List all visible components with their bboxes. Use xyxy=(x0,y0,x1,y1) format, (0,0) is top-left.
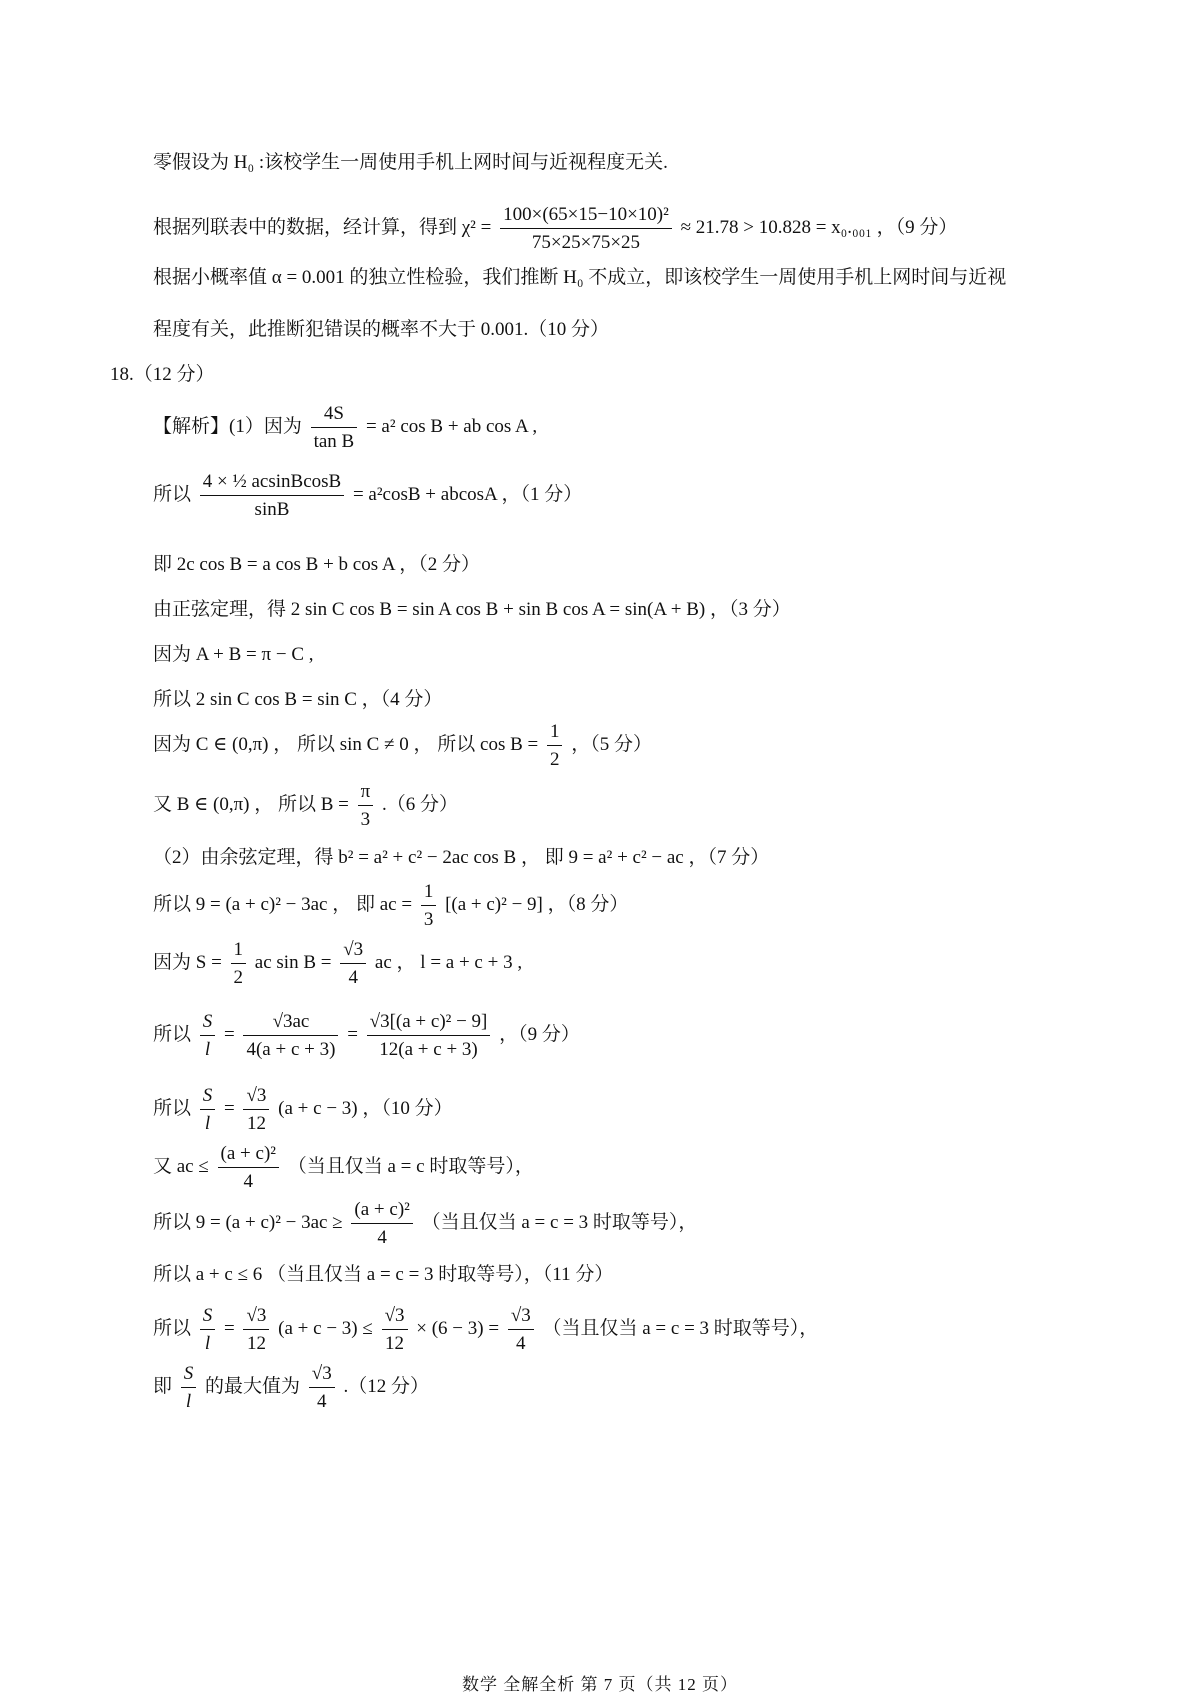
numerator: √3 xyxy=(382,1306,408,1330)
fraction xyxy=(200,472,344,519)
line-text: 又 ac ≤ xyxy=(153,1155,209,1177)
denominator: 3 xyxy=(360,809,371,830)
solution-line xyxy=(153,882,628,929)
line-text: × (6 − 3) = xyxy=(416,1317,500,1339)
line-text: 零假设为 H₀ :该校学生一周使用手机上网时间与近视程度无关. xyxy=(153,152,668,173)
denominator: 4 xyxy=(516,1333,526,1354)
line-text: 所以 9 = (a + c)² − 3ac ， 即 ac = xyxy=(153,893,413,915)
denominator: l xyxy=(204,1333,211,1354)
line-text: 即 2c cos B = a cos B + b cos A ，（2 分） xyxy=(153,554,480,575)
denominator: 4 xyxy=(348,967,358,988)
line-text: （当且仅当 a = c = 3 时取等号）， xyxy=(542,1317,819,1339)
numerator: √3 xyxy=(243,1306,269,1330)
fraction xyxy=(358,782,374,829)
numerator: √3ac xyxy=(243,1012,338,1036)
line-text: 的最大值为 xyxy=(205,1375,301,1397)
numerator: √3 xyxy=(340,940,366,964)
line-text: 又 B ∈ (0,π) ， 所以 B = xyxy=(153,793,349,815)
line-text: 所以 2 sin C cos B = sin C ，（4 分） xyxy=(153,689,443,710)
denominator: 12 xyxy=(246,1113,266,1134)
line-text: = xyxy=(224,1317,235,1339)
solution-line xyxy=(153,555,480,574)
solution-line xyxy=(153,722,652,769)
numerator: 100×(65×15−10×10)² xyxy=(500,205,672,229)
solution-line xyxy=(153,600,791,619)
solution-line xyxy=(153,1364,429,1411)
numerator: S xyxy=(181,1364,197,1388)
line-text: 根据小概率值 α = 0.001 的独立性检验，我们推断 H₀ 不成立，即该校学生一周使用手机上网时间与近视 xyxy=(153,267,1007,288)
numerator: π xyxy=(358,782,374,806)
fraction xyxy=(181,1364,197,1411)
denominator: 2 xyxy=(549,749,560,770)
fraction xyxy=(200,1306,216,1353)
solution-line xyxy=(153,940,522,987)
fraction xyxy=(218,1144,279,1191)
fraction xyxy=(382,1306,408,1353)
fraction xyxy=(243,1086,269,1133)
chi-square-fraction xyxy=(500,205,672,252)
denominator: 4 xyxy=(377,1227,387,1248)
line-text: ac sin B = xyxy=(254,951,332,973)
solution-line xyxy=(153,1265,613,1284)
line-text: （当且仅当 a = c = 3 时取等号）， xyxy=(421,1211,698,1233)
chi-square-line xyxy=(153,205,957,252)
denominator: 4(a + c + 3) xyxy=(246,1039,336,1060)
line-text: .（12 分） xyxy=(343,1375,429,1397)
denominator: l xyxy=(204,1039,211,1060)
denominator: 3 xyxy=(423,909,434,930)
line-text: 所以 9 = (a + c)² − 3ac ≥ xyxy=(153,1211,343,1233)
fraction xyxy=(351,1200,412,1247)
line-text: = xyxy=(347,1023,358,1045)
numerator: S xyxy=(200,1306,216,1330)
numerator: 1 xyxy=(421,882,437,906)
line-text: ，（9 分） xyxy=(499,1023,580,1045)
line-text: (a + c − 3) ≤ xyxy=(278,1317,373,1339)
numerator: 4S xyxy=(311,404,358,428)
numerator: √3 xyxy=(309,1364,335,1388)
line-text: ≈ 21.78 > 10.828 = x₀.₀₀₁ ，（9 分） xyxy=(680,216,958,238)
text-line xyxy=(153,153,668,172)
numerator: (a + c)² xyxy=(351,1200,412,1224)
line-text: 因为 C ∈ (0,π) ， 所以 sin C ≠ 0 ， 所以 cos B = xyxy=(153,733,539,755)
denominator: tan B xyxy=(313,431,355,452)
text-line xyxy=(153,268,1006,287)
numerator: 4 × ½ acsinBcosB xyxy=(200,472,344,496)
numerator: S xyxy=(200,1086,216,1110)
denominator: 12 xyxy=(246,1333,266,1354)
solution-line xyxy=(153,1306,818,1353)
fraction xyxy=(311,404,358,451)
solution-line xyxy=(153,848,769,867)
fraction xyxy=(231,940,247,987)
line-text: 根据列联表中的数据，经计算，得到 χ² = xyxy=(153,216,492,238)
fraction xyxy=(309,1364,335,1411)
denominator: 4 xyxy=(243,1171,254,1192)
line-text: = a² cos B + ab cos A , xyxy=(365,415,538,437)
line-text: 由正弦定理，得 2 sin C cos B = sin A cos B + sin B cos A = sin(A + B) ，（3 分） xyxy=(153,599,791,620)
line-text: 因为 A + B = π − C , xyxy=(153,644,314,665)
text-line xyxy=(153,320,609,339)
denominator: l xyxy=(185,1391,192,1412)
line-text: 所以 xyxy=(153,1023,192,1045)
line-text: （2）由余弦定理，得 b² = a² + c² − 2ac cos B ， 即 9 = a² + c² − ac ，（7 分） xyxy=(153,847,770,868)
numerator: √3 xyxy=(508,1306,534,1330)
solution-line xyxy=(153,1012,580,1059)
denominator: 12 xyxy=(385,1333,405,1354)
denominator: 75×25×75×25 xyxy=(531,232,641,253)
solution-line xyxy=(153,404,537,451)
line-text: (a + c − 3) ，（10 分） xyxy=(278,1097,453,1119)
line-text: 所以 a + c ≤ 6 （当且仅当 a = c = 3 时取等号），（11 分） xyxy=(153,1264,614,1285)
line-text: 所以 xyxy=(153,483,192,505)
numerator: (a + c)² xyxy=(218,1144,279,1168)
line-text: ac ， l = a + c + 3 , xyxy=(374,951,523,973)
heading-text: 18.（12 分） xyxy=(110,364,215,385)
solution-line xyxy=(153,645,314,664)
numerator: 1 xyxy=(547,722,563,746)
solution-line xyxy=(153,782,458,829)
solution-line xyxy=(153,472,582,519)
line-text: = xyxy=(224,1097,235,1119)
line-text: 所以 xyxy=(153,1097,192,1119)
fraction xyxy=(367,1012,491,1059)
denominator: 4 xyxy=(317,1391,327,1412)
denominator: 12(a + c + 3) xyxy=(379,1039,478,1060)
numerator: √3 xyxy=(243,1086,269,1110)
line-text: （当且仅当 a = c 时取等号）， xyxy=(287,1155,534,1177)
page-footer: 数学 全解全析 第 7 页（共 12 页） xyxy=(462,1675,738,1694)
fraction xyxy=(421,882,437,929)
numerator: S xyxy=(200,1012,216,1036)
line-text: 【解析】(1）因为 xyxy=(153,415,302,437)
denominator: sinB xyxy=(254,499,290,520)
line-text: 即 xyxy=(153,1375,173,1397)
solution-line xyxy=(153,690,442,709)
line-text: ，（5 分） xyxy=(571,733,652,755)
fraction xyxy=(340,940,366,987)
denominator: l xyxy=(204,1113,211,1134)
solution-line xyxy=(153,1200,697,1247)
fraction xyxy=(547,722,563,769)
fraction xyxy=(200,1012,216,1059)
numerator: √3[(a + c)² − 9] xyxy=(367,1012,491,1036)
fraction xyxy=(243,1012,338,1059)
line-text: 因为 S = xyxy=(153,951,222,973)
solution-line xyxy=(153,1144,534,1191)
solution-line xyxy=(153,1086,453,1133)
denominator: 2 xyxy=(233,967,244,988)
fraction xyxy=(508,1306,534,1353)
line-text: = a²cosB + abcosA ，（1 分） xyxy=(352,483,583,505)
line-text: 所以 xyxy=(153,1317,192,1339)
line-text: [(a + c)² − 9] ，（8 分） xyxy=(445,893,629,915)
line-text: = xyxy=(224,1023,235,1045)
fraction xyxy=(243,1306,269,1353)
fraction xyxy=(200,1086,216,1133)
numerator: 1 xyxy=(231,940,247,964)
question-heading xyxy=(110,365,215,384)
line-text: .（6 分） xyxy=(381,793,458,815)
line-text: 程度有关，此推断犯错误的概率不大于 0.001.（10 分） xyxy=(153,319,610,340)
